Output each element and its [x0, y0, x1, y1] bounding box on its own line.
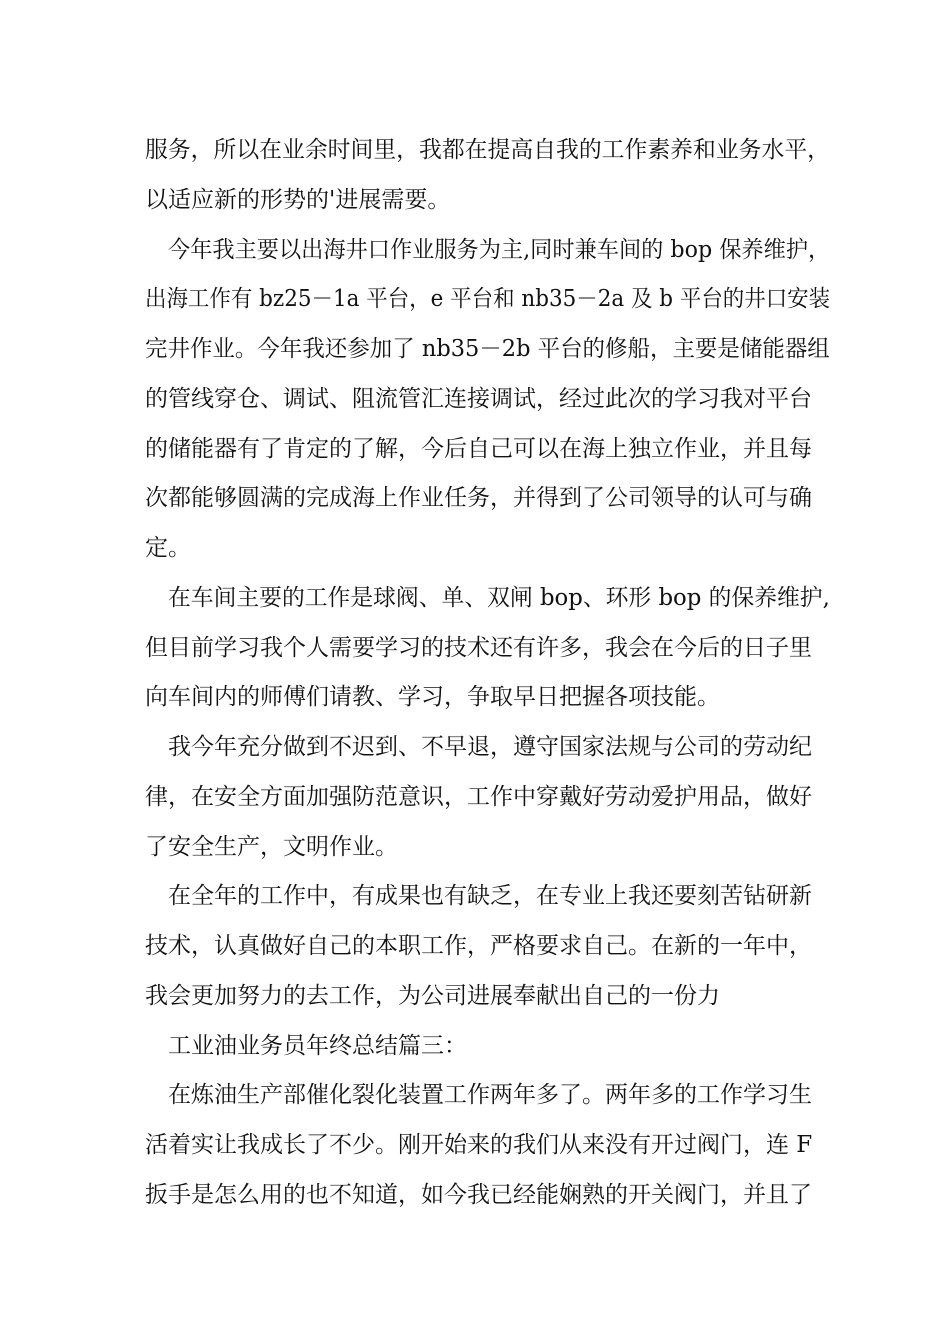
text-line: 了安全生产，文明作业。	[145, 834, 398, 860]
paragraph-start-line: 在炼油生产部催化裂化装置工作两年多了。两年多的工作学习生	[168, 1082, 812, 1108]
paragraph-start-line: 我今年充分做到不迟到、不早退，遵守国家法规与公司的劳动纪	[168, 734, 812, 760]
text-line: 扳手是怎么用的也不知道，如今我已经能娴熟的开关阀门，并且了	[145, 1182, 812, 1208]
paragraph-start-line: 今年我主要以出海井口作业服务为主,同时兼车间的 bop 保养维护，	[168, 237, 831, 263]
text-line: 我会更加努力的去工作，为公司进展奉献出自己的一份力	[145, 983, 720, 1009]
text-line: 以适应新的形势的'进展需要。	[145, 187, 451, 213]
text-line: 定。	[145, 535, 191, 561]
text-line: 出海工作有 bz25－1a 平台，e 平台和 nb35－2a 及 b 平台的井口安装	[145, 286, 831, 312]
text-line: 活着实让我成长了不少。刚开始来的我们从来没有开过阀门，连 F	[145, 1132, 813, 1158]
text-line: 技术，认真做好自己的本职工作，严格要求自己。在新的一年中，	[145, 933, 812, 959]
text-line: 的管线穿仓、调试、阻流管汇连接调试，经过此次的学习我对平台	[145, 386, 812, 412]
section-heading: 工业油业务员年终总结篇三：	[168, 1033, 467, 1059]
paragraph-start-line: 在全年的工作中，有成果也有缺乏，在专业上我还要刻苦钻研新	[168, 883, 812, 909]
paragraph-start-line: 在车间主要的工作是球阀、单、双闸 bop、环形 bop 的保养维护,	[168, 585, 830, 611]
text-line: 服务，所以在业余时间里，我都在提高自我的工作素养和业务水平，	[145, 137, 830, 163]
text-line: 完井作业。今年我还参加了 nb35－2b 平台的修船，主要是储能器组	[145, 336, 830, 362]
text-line: 律，在安全方面加强防范意识，工作中穿戴好劳动爱护用品，做好	[145, 784, 812, 810]
text-line: 次都能够圆满的完成海上作业任务，并得到了公司领导的认可与确	[145, 485, 812, 511]
text-line: 但目前学习我个人需要学习的技术还有许多，我会在今后的日子里	[145, 635, 812, 661]
text-line: 向车间内的师傅们请教、学习，争取早日把握各项技能。	[145, 684, 720, 710]
text-line: 的储能器有了肯定的了解，今后自己可以在海上独立作业，并且每	[145, 436, 812, 462]
